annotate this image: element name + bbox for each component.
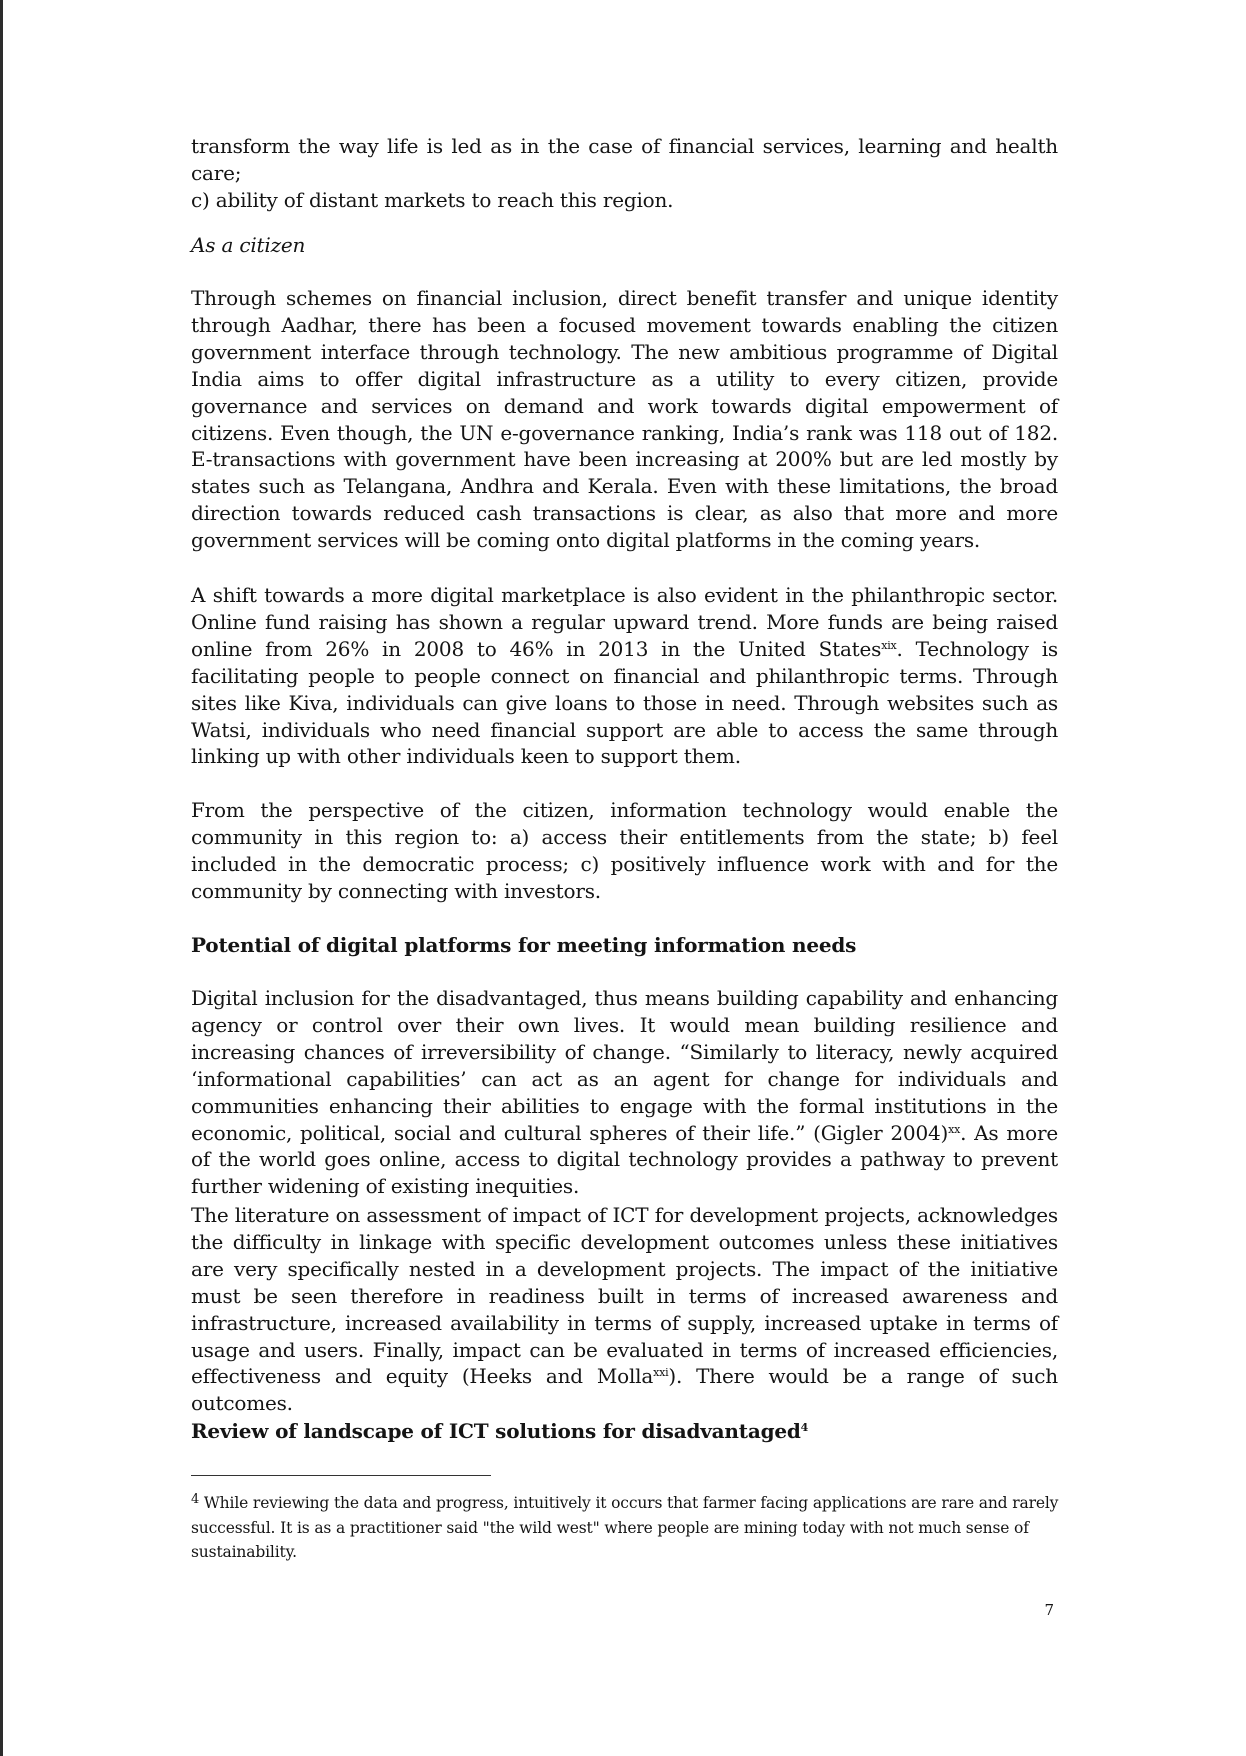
- paragraph-literature: [191, 1202, 1058, 1417]
- footnote-text: While reviewing the data and progress, intuitively it occurs that farmer facing applications are rare and rarely successful. It is as a practitioner said "the wild west" where people are mining today with not much sense of sustainability.: [191, 1494, 1059, 1561]
- paragraph-philanthropy-text-2: . Technology is facilitating people to people connect on financial and philanthropic terms. Through sites like Kiva, individuals can give loans to those in need. Through websites such as Watsi, individuals who need financial support are able to access the same through linking up with other individuals keen to support them.: [191, 636, 1058, 769]
- footnote-marker: 4: [191, 1492, 200, 1507]
- endnote-ref-xix: xix: [881, 638, 897, 652]
- intro-paragraph: [191, 133, 1058, 214]
- endnote-ref-xxi: xxi: [653, 1366, 669, 1380]
- subheading-as-a-citizen: As a citizen: [191, 233, 306, 257]
- footnote-4: [191, 1491, 1059, 1565]
- paragraph-philanthropy-text-1: A shift towards a more digital marketplace is also evident in the philanthropic sector. Online fund raising has shown a regular upward trend. More funds are being raised online from 26% in 2008 to 46% in 2013 in the United States: [191, 583, 1058, 661]
- paragraph-literature-text-1: The literature on assessment of impact of ICT for development projects, acknowledges the difficulty in linkage with specific development outcomes unless these initiatives are very specifically nested in a development projects. The impact of the initiative must be seen therefore in readiness built in terms of increased awareness and infrastructure, increased availability in terms of supply, increased uptake in terms of usage and users. Finally, impact can be evaluated in terms of increased efficiencies, effectiveness and equity (Heeks and Molla: [191, 1203, 1058, 1389]
- paragraph-perspective: From the perspective of the citizen, information technology would enable the community in this region to: a) access their entitlements from the state; b) feel included in the democratic process; c) positively influence work with and for the community by connecting with investors.: [191, 798, 1058, 903]
- footnote-separator: [191, 1475, 491, 1476]
- heading-review-text: Review of landscape of ICT solutions for disadvantaged: [191, 1419, 801, 1443]
- footnote-ref-4: 4: [800, 1421, 809, 1434]
- heading-review-landscape: [191, 1418, 1058, 1445]
- intro-line-1: transform the way life is led as in the case of financial services, learning and health care;: [191, 134, 1058, 185]
- paragraph-inclusion-text-2: . As more of the world goes online, access to digital technology provides a pathway to prevent further widening of existing inequities.: [191, 1120, 1058, 1199]
- paragraph-citizen: Through schemes on financial inclusion, direct benefit transfer and unique identity through Aadhar, there has been a focused movement towards enabling the citizen government interface through technology. The new ambitious programme of Digital India aims to offer digital infrastructure as a utility to every citizen, provide governance and services on demand and work towards digital empowerment of citizens. Even though, the UN e-governance ranking, India’s rank was 118 out of 182. E-transactions with government have been increasing at 200% but are led mostly by states such as Telangana, Andhra and Kerala. Even with these limitations, the broad direction towards reduced cash transactions is clear, as also that more and more government services will be coming onto digital platforms in the coming years.: [191, 286, 1058, 553]
- intro-line-2: c) ability of distant markets to reach this region.: [191, 187, 674, 212]
- paragraph-inclusion-text-1: Digital inclusion for the disadvantaged, thus means building capability and enhancing agency or control over their own lives. It would mean building resilience and increasing chances of irreversibility of change. “Similarly to literacy, newly acquired ‘informational capabilities’ can act as an agent for change for individuals and communities enhancing their abilities to engage with the formal institutions in the economic, political, social and cultural spheres of their life.” (Gigler 2004): [191, 986, 1058, 1145]
- paragraph-philanthropy: [191, 582, 1058, 770]
- endnote-ref-xx: xx: [948, 1122, 961, 1136]
- page-number: 7: [1044, 1601, 1054, 1619]
- heading-potential-digital-platforms: Potential of digital platforms for meeting information needs: [191, 933, 857, 957]
- paragraph-digital-inclusion: [191, 985, 1058, 1200]
- paragraph-literature-text-2: ). There would be a range of such outcomes.: [191, 1364, 1058, 1416]
